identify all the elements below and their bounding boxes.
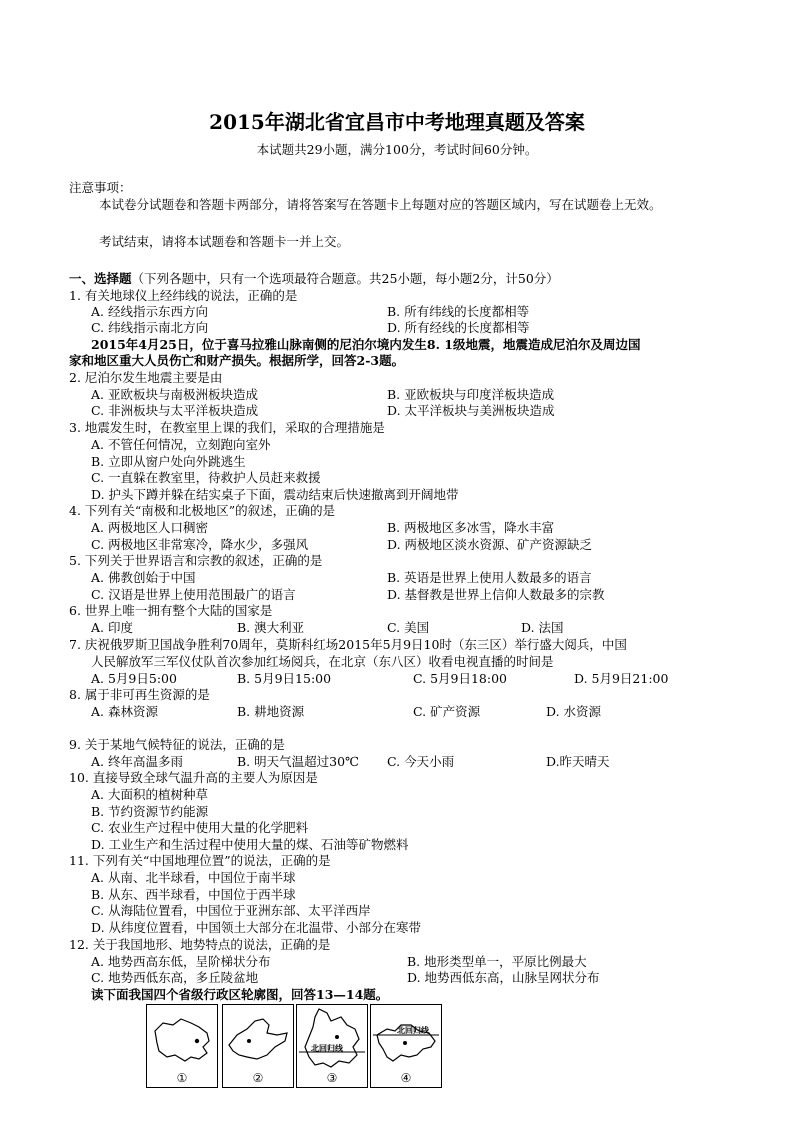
question-9-option-b: B. 明天气温超过30℃ — [237, 754, 360, 769]
question-4-stem: 4. 下列有关“南极和北极地区”的叙述，正确的是 — [69, 503, 336, 518]
question-5-option-a: A. 佛教创始于中国 — [91, 570, 196, 585]
question-12-option-b: B. 地形类型单一，平原比例最大 — [407, 954, 587, 969]
question-10-stem: 10. 直接导致全球气温升高的主要人为原因是 — [69, 770, 318, 785]
question-4-option-d: D. 两极地区淡水资源、矿产资源缺乏 — [387, 537, 593, 552]
question-8-option-d: D. 水资源 — [546, 704, 602, 719]
question-9-option-d: D.昨天晴天 — [546, 754, 610, 769]
question-1-option-d: D. 所有经线的长度都相等 — [387, 320, 530, 335]
question-1-option-b: B. 所有纬线的长度都相等 — [387, 304, 530, 319]
question-11-option-a: A. 从南、北半球看，中国位于南半球 — [91, 870, 296, 885]
question-9-option-a: A. 终年高温多雨 — [91, 754, 183, 769]
question-4-option-a: A. 两极地区人口稠密 — [91, 520, 208, 535]
question-4-option-c: C. 两极地区非常寒冷，降水少，多强风 — [91, 537, 309, 552]
question-12-option-c: C. 地势西低东高，多丘陵盆地 — [91, 970, 259, 985]
question-11-option-d: D. 从纬度位置看，中国领土大部分在北温带、小部分在寒带 — [91, 920, 422, 935]
province-map-2-caption: ② — [252, 1071, 264, 1085]
question-10-option-d: D. 工业生产和生活过程中使用大量的煤、石油等矿物燃料 — [91, 837, 409, 852]
question-6-stem: 6. 世界上唯一拥有整个大陆的国家是 — [69, 603, 273, 618]
question-9-stem: 9. 关于某地气候特征的说法，正确的是 — [69, 737, 285, 752]
question-5-option-c: C. 汉语是世界上使用范围最广的语言 — [91, 587, 296, 602]
passage-2: 读下面我国四个省级行政区轮廓图，回答13—14题。 — [91, 987, 389, 1002]
question-2-option-b: B. 亚欧板块与印度洋板块造成 — [387, 387, 555, 402]
question-6-option-c: C. 美国 — [387, 620, 430, 635]
question-2-option-a: A. 亚欧板块与南极洲板块造成 — [91, 387, 258, 402]
province-map-3 — [296, 1004, 368, 1088]
question-8-option-b: B. 耕地资源 — [237, 704, 305, 719]
province-map-3-label: 北回归线 — [311, 1043, 343, 1053]
question-1-stem: 1. 有关地球仪上经纬线的说法，正确的是 — [69, 288, 298, 303]
page-title: 2015年湖北省宜昌市中考地理真题及答案 — [209, 110, 585, 134]
question-1-option-a: A. 经线指示东西方向 — [91, 304, 208, 319]
province-map-2 — [222, 1004, 294, 1088]
question-10-option-b: B. 节约资源节约能源 — [91, 804, 209, 819]
notes-heading: 注意事项： — [69, 180, 132, 195]
question-8-option-a: A. 森林资源 — [91, 704, 158, 719]
question-3-option-a: A. 不管任何情况，立刻跑向室外 — [91, 437, 271, 452]
page-subtitle: 本试题共29小题，满分100分，考试时间60分钟。 — [256, 142, 538, 157]
question-2-option-d: D. 太平洋板块与美洲板块造成 — [387, 403, 555, 418]
section-1-heading — [69, 271, 559, 287]
question-8-option-c: C. 矿产资源 — [413, 704, 481, 719]
question-7-option-d: D. 5月9日21:00 — [574, 671, 669, 686]
question-6-option-a: A. 印度 — [91, 620, 133, 635]
question-10-option-c: C. 农业生产过程中使用大量的化学肥料 — [91, 820, 309, 835]
notes-line-2: 考试结束，请将本试题卷和答题卡一并上交。 — [99, 234, 350, 249]
question-7-stem-line-2: 人民解放军三军仪仗队首次参加红场阅兵，在北京（东八区）收看电视直播的时间是 — [91, 654, 554, 669]
question-3-option-c: C. 一直躲在教室里，待救护人员赶来救援 — [91, 470, 321, 485]
province-map-1 — [146, 1004, 218, 1088]
notes-line-1: 本试卷分试题卷和答题卡两部分，请将答案写在答题卡上每题对应的答题区域内，写在试题卷上无效。 — [99, 197, 662, 212]
question-5-stem: 5. 下列关于世界语言和宗教的叙述，正确的是 — [69, 553, 323, 568]
question-4-option-b: B. 两极地区多冰雪，降水丰富 — [387, 520, 555, 535]
question-7-option-b: B. 5月9日15:00 — [237, 671, 332, 686]
question-3-stem: 3. 地震发生时，在教室里上课的我们，采取的合理措施是 — [69, 420, 385, 435]
question-3-option-b: B. 立即从窗户处向外跳逃生 — [91, 454, 246, 469]
question-11-option-b: B. 从东、西半球看，中国位于西半球 — [91, 887, 296, 902]
question-11-stem: 11. 下列有关“中国地理位置”的说法，正确的是 — [69, 853, 331, 868]
question-2-stem: 2. 尼泊尔发生地震主要是由 — [69, 370, 223, 385]
passage-1-line-2: 家和地区重大人员伤亡和财产损失。根据所学，回答2-3题。 — [69, 353, 405, 368]
question-7-option-c: C. 5月9日18:00 — [413, 671, 507, 686]
question-6-option-d: D. 法国 — [521, 620, 564, 635]
question-7-stem-line-1: 7. 庆祝俄罗斯卫国战争胜利70周年，莫斯科红场2015年5月9日10时（东三区）举行盛大阅兵，中国 — [69, 637, 627, 652]
section-1-instruction: （下列各题中，只有一个选项最符合题意。共25小题，每小题2分，计50分） — [131, 271, 559, 286]
question-12-option-a: A. 地势西高东低，呈阶梯状分布 — [91, 954, 271, 969]
question-9-option-c: C. 今天小雨 — [387, 754, 455, 769]
province-map-3-caption: ③ — [326, 1071, 338, 1085]
question-6-option-b: B. 澳大利亚 — [237, 620, 305, 635]
question-1-option-c: C. 纬线指示南北方向 — [91, 320, 209, 335]
question-10-option-a: A. 大面积的植树种草 — [91, 787, 208, 802]
question-8-stem: 8. 属于非可再生资源的是 — [69, 687, 210, 702]
section-1-title: 一、选择题 — [69, 271, 132, 286]
question-12-stem: 12. 关于我国地形、地势特点的说法，正确的是 — [69, 937, 331, 952]
question-12-option-d: D. 地势西低东高，山脉呈网状分布 — [407, 970, 600, 985]
province-map-4-caption: ④ — [400, 1071, 412, 1085]
question-11-option-c: C. 从海陆位置看，中国位于亚洲东部、太平洋西岸 — [91, 903, 371, 918]
province-map-4 — [370, 1004, 442, 1088]
question-3-option-d: D. 护头下蹲并躲在结实桌子下面，震动结束后快速撤离到开阔地带 — [91, 487, 459, 502]
question-5-option-b: B. 英语是世界上使用人数最多的语言 — [387, 570, 592, 585]
question-7-option-a: A. 5月9日5:00 — [91, 671, 177, 686]
question-2-option-c: C. 非洲板块与太平洋板块造成 — [91, 403, 259, 418]
passage-1-line-1: 2015年4月25日，位于喜马拉雅山脉南侧的尼泊尔境内发生8. 1级地震，地震造成尼泊尔及周边国 — [91, 337, 641, 352]
province-map-1-caption: ① — [176, 1071, 188, 1085]
question-5-option-d: D. 基督教是世界上信仰人数最多的宗教 — [387, 587, 605, 602]
province-map-4-label: 北回归线 — [397, 1025, 429, 1035]
